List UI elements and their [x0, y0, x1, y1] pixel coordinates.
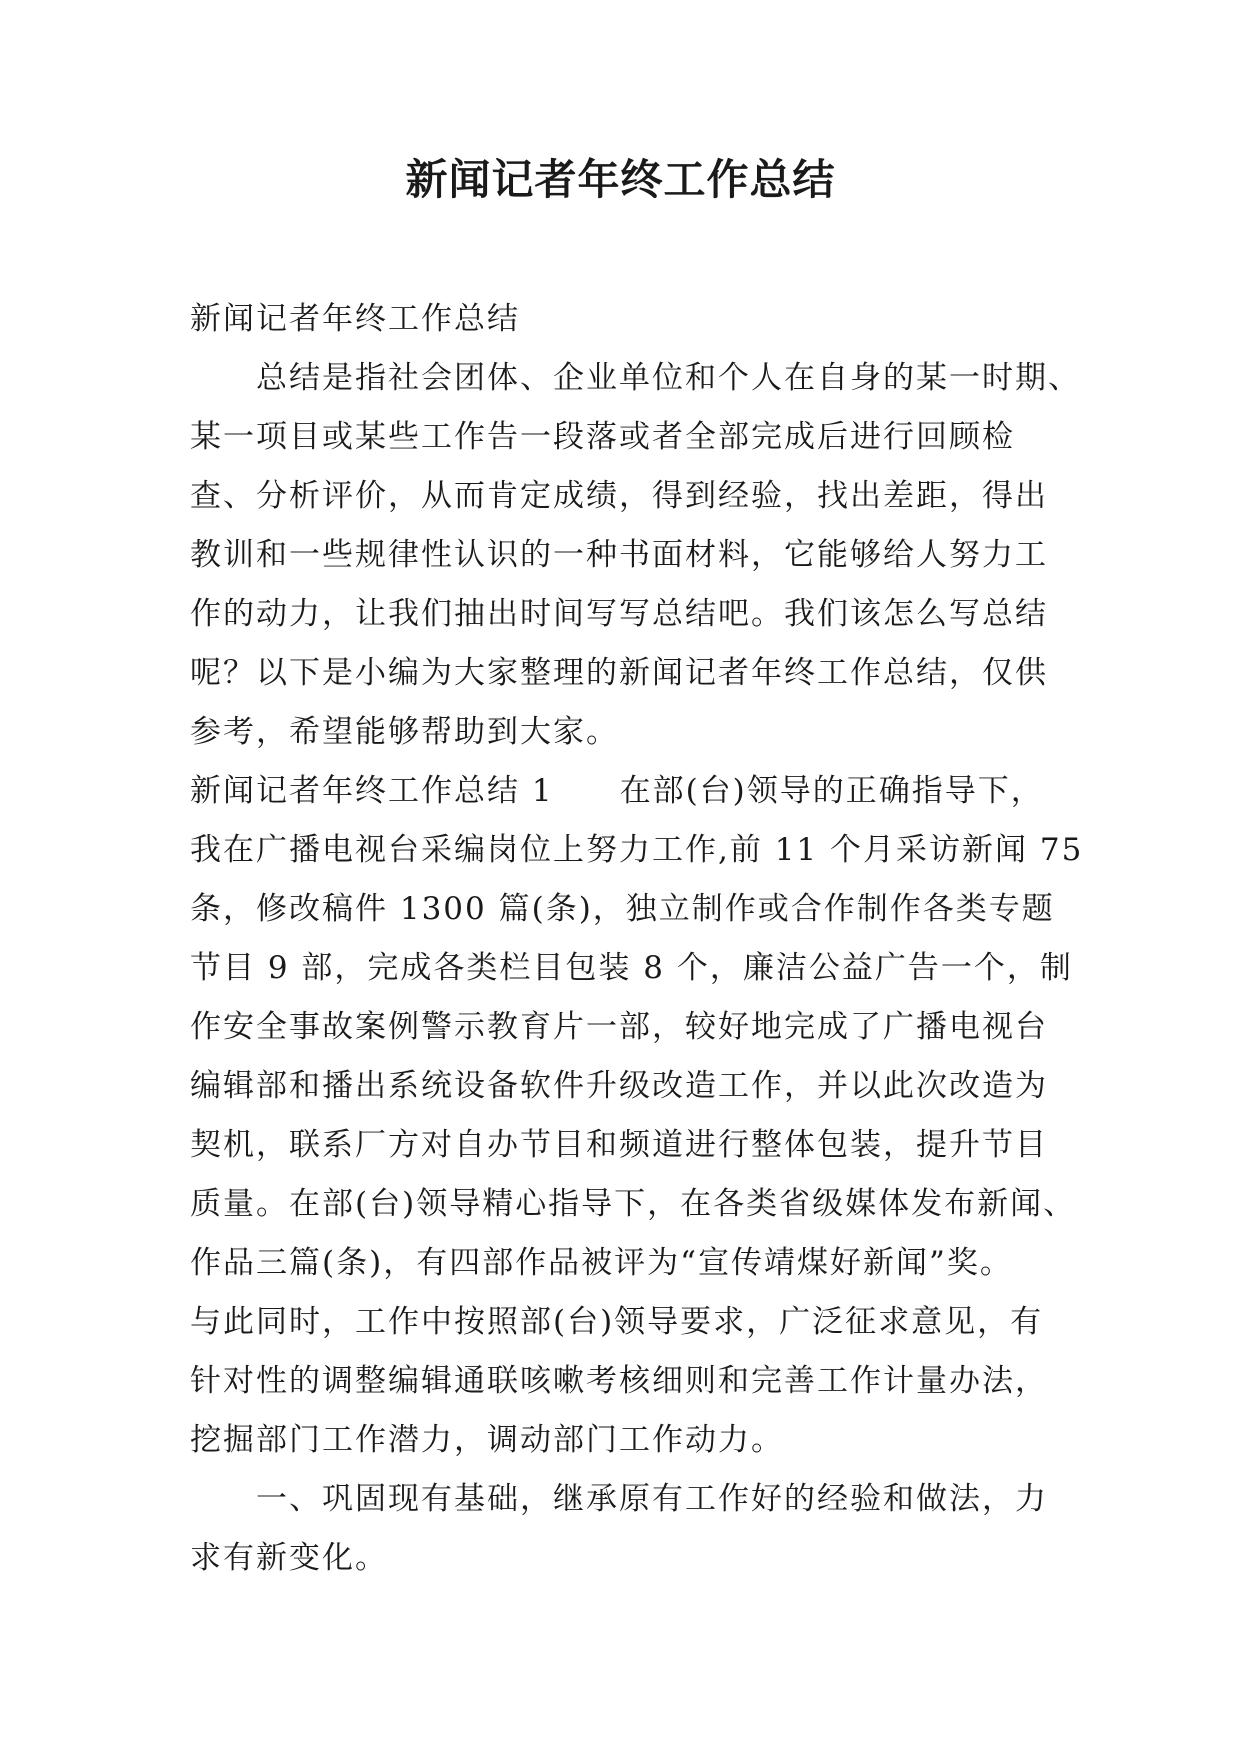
text-line: 参考，希望能够帮助到大家。	[190, 714, 619, 750]
text-line: 一、巩固现有基础，继承原有工作好的经验和做法，力	[256, 1481, 1048, 1517]
text-line: 挖掘部门工作潜力，调动部门工作动力。	[190, 1422, 784, 1458]
document-body	[190, 290, 1084, 1588]
text-line: 契机，联系厂方对自办节目和频道进行整体包装，提升节目	[190, 1127, 1048, 1163]
text-line: 针对性的调整编辑通联咳嗽考核细则和完善工作计量办法，	[190, 1363, 1048, 1399]
text-line: 新闻记者年终工作总结 1 在部(台)领导的正确指导下，	[190, 773, 1044, 809]
text-line: 编辑部和播出系统设备软件升级改造工作，并以此次改造为	[190, 1068, 1048, 1104]
text-line: 新闻记者年终工作总结	[190, 301, 520, 337]
text-line: 条，修改稿件 1300 篇(条)，独立制作或合作制作各类专题	[190, 891, 1055, 927]
text-line: 查、分析评价，从而肯定成绩，得到经验，找出差距，得出	[190, 478, 1048, 514]
text-line: 我在广播电视台采编岗位上努力工作,前 11 个月采访新闻 75	[190, 832, 1084, 868]
document-title: 新闻记者年终工作总结	[405, 155, 836, 204]
text-line: 求有新变化。	[190, 1540, 388, 1576]
text-line: 作品三篇(条)，有四部作品被评为“宣传靖煤好新闻”奖。	[190, 1245, 1013, 1281]
text-line: 节目 9 部，完成各类栏目包装 8 个，廉洁公益广告一个，制	[190, 950, 1073, 986]
text-line: 质量。在部(台)领导精心指导下，在各类省级媒体发布新闻、	[190, 1186, 1077, 1222]
text-line: 教训和一些规律性认识的一种书面材料，它能够给人努力工	[190, 537, 1048, 573]
text-line: 作的动力，让我们抽出时间写写总结吧。我们该怎么写总结	[190, 596, 1048, 632]
text-line: 某一项目或某些工作告一段落或者全部完成后进行回顾检	[190, 419, 1015, 455]
text-line: 呢？以下是小编为大家整理的新闻记者年终工作总结，仅供	[190, 655, 1048, 691]
text-line: 作安全事故案例警示教育片一部，较好地完成了广播电视台	[190, 1009, 1048, 1045]
text-line: 总结是指社会团体、企业单位和个人在自身的某一时期、	[256, 360, 1081, 396]
text-line: 与此同时，工作中按照部(台)领导要求，广泛征求意见，有	[190, 1304, 1044, 1340]
